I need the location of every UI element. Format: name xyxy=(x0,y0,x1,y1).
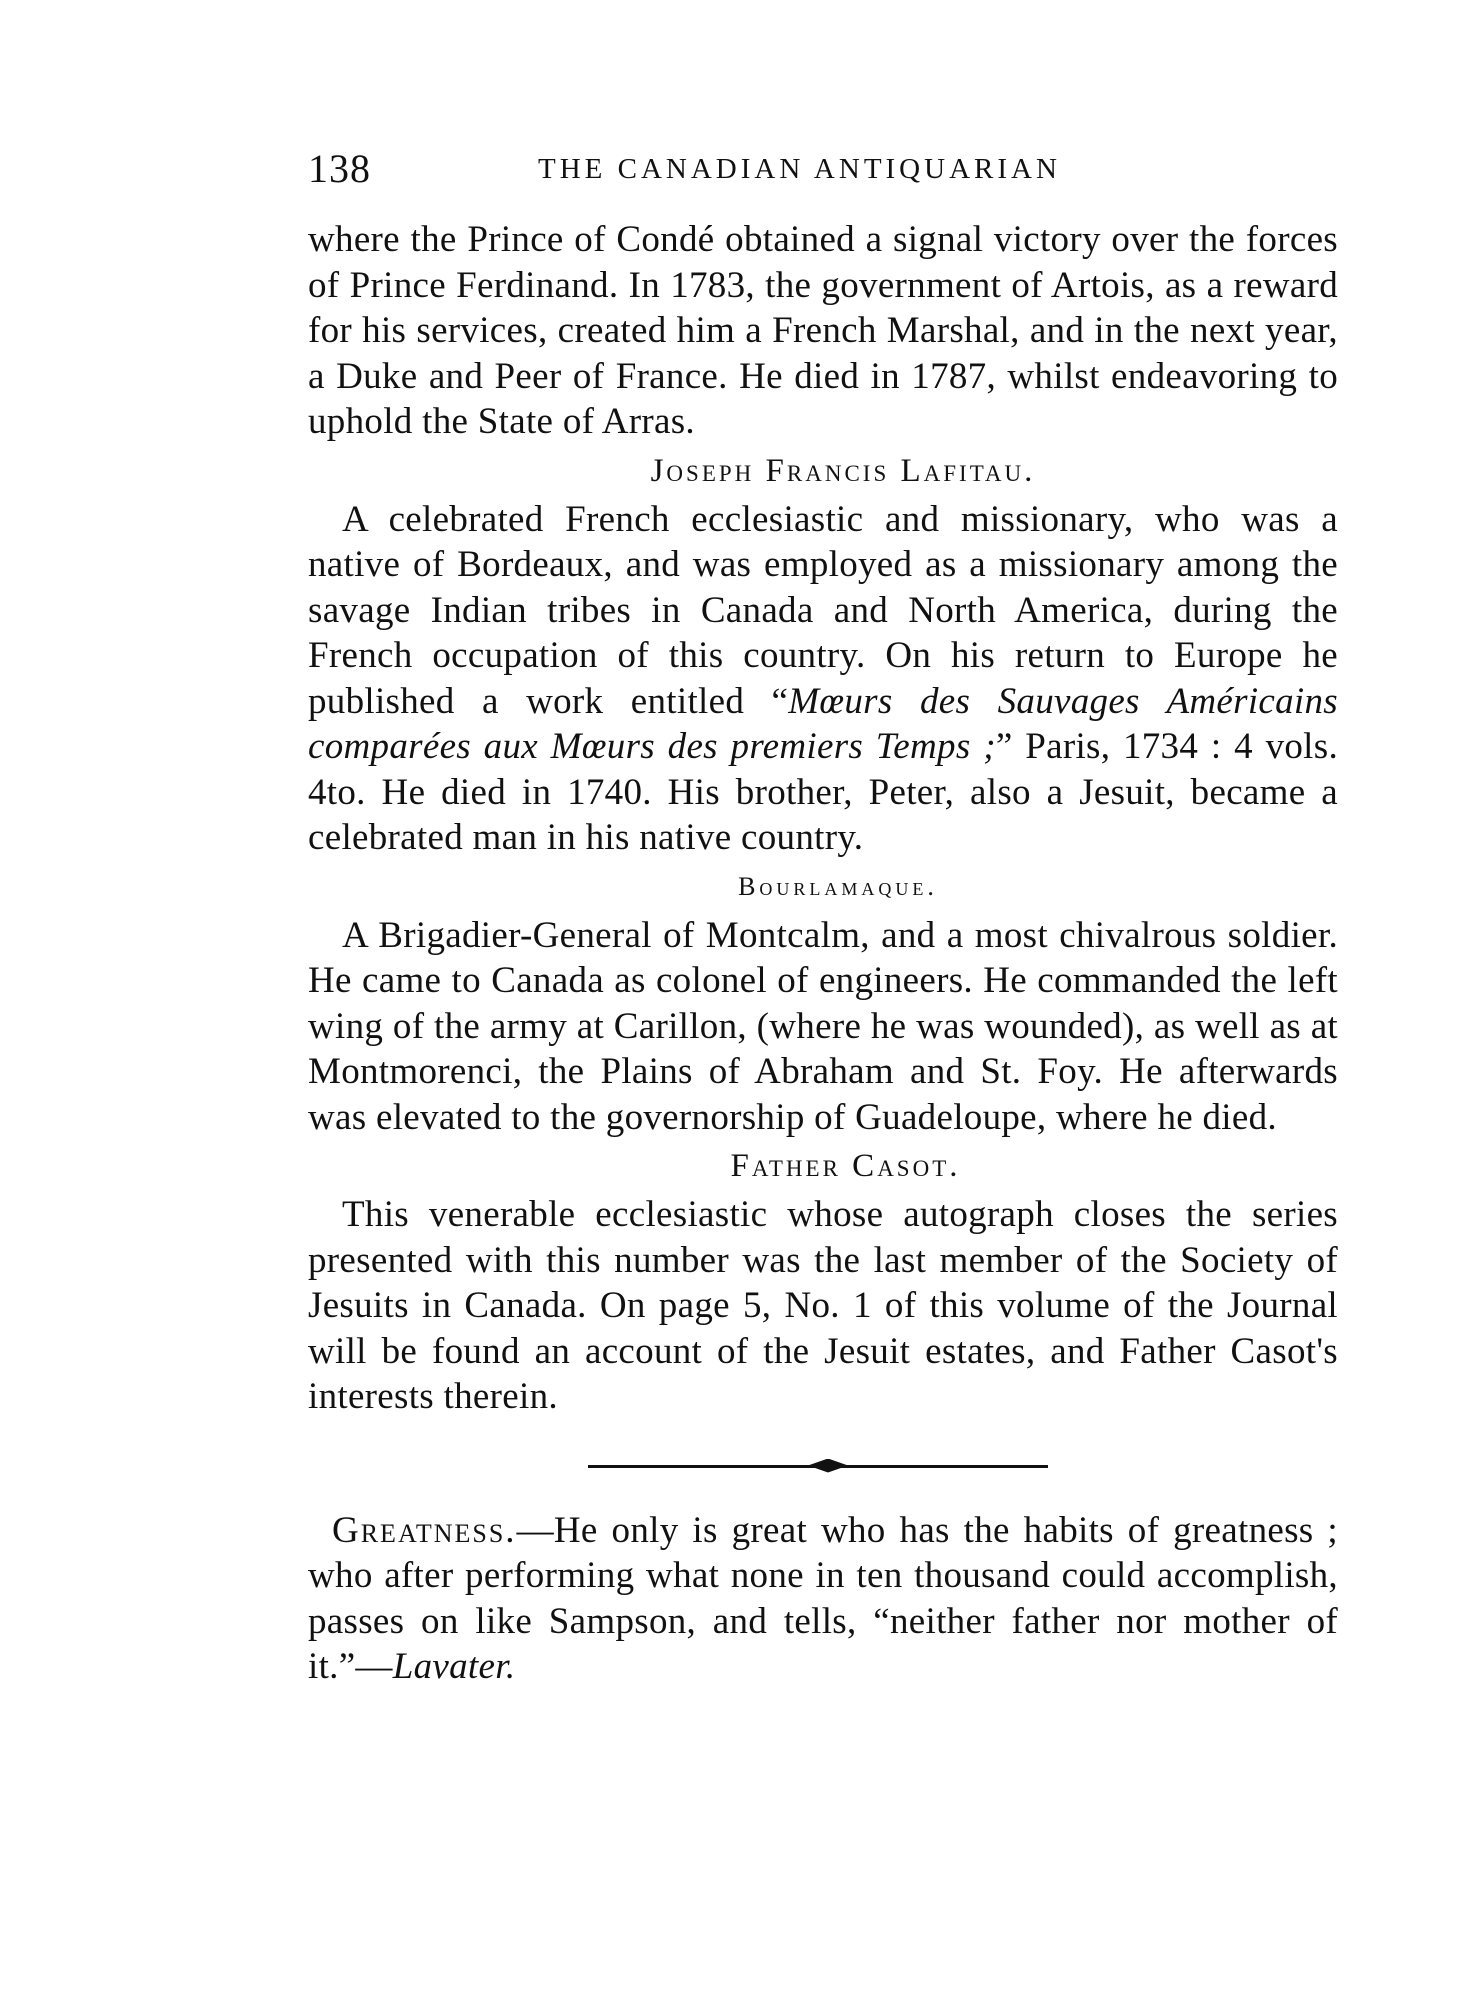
divider-ornament xyxy=(808,1459,848,1473)
lafitau-text-a: A celebrated French ecclesiastic and missionary, who was a native of Bordeaux, and was employed as a missionary among the savage Indian tribes in Canada and North America, during the French occupation of this country. On his return to Europe he published a work entitled “ xyxy=(308,498,1338,722)
greatness-label: Greatness. xyxy=(332,1509,517,1551)
section-heading-lafitau: Joseph Francis Lafitau. xyxy=(650,452,1036,489)
page-number: 138 xyxy=(308,146,371,191)
lafitau-text-b: ” Paris, 1734 : 4 vols. 4to. He died in 1740. His brother, Peter, also a Jesuit, became a celebrated man in his native country. xyxy=(308,726,1339,858)
book-title-italic: Mœurs des Sauvages Américains comparées aux Mœurs des premiers Temps ; xyxy=(308,680,1338,767)
section-heading-casot: Father Casot. xyxy=(730,1148,961,1184)
ornamental-divider xyxy=(308,1420,1338,1508)
book-page xyxy=(308,145,1338,1690)
greatness-paragraph xyxy=(308,1508,1338,1690)
section-body-bourlamaque: A Brigadier-General of Montcalm, and a most chivalrous soldier. He came to Canada as colonel of engineers. He commanded the left wing of the army at Carillon, (where he was wounded), as well as at Montmorenci, the Plains of Abraham and St. Foy. He afterwards was elevated to the governorship of Guadeloupe, where he died. xyxy=(308,914,1338,1138)
section-body-casot: This venerable ecclesiastic whose autograph closes the series presented with this number was the last member of the Society of Jesuits in Canada. On page 5, No. 1 of this volume of the Journal will be found an account of the Jesuit estates, and Father Casot's interests therein. xyxy=(308,1194,1338,1417)
greatness-text: —He only is great who has the habits of greatness ; who after performing what none in ten thousand could accomplish, passes on like Sampson, and tells, “neither father nor mother of it.”— xyxy=(308,1509,1338,1687)
continued-paragraph: where the Prince of Condé obtained a signal victory over the forces of Prince Ferdinand. In 1783, the government of Artois, as a reward for his services, created him a French Marshal, and in the next year, a Duke and Peer of France. He died in 1787, whilst endeavoring to uphold the State of Arras. xyxy=(308,219,1338,442)
section-heading-bourlamaque: Bourlamaque. xyxy=(738,871,938,901)
page-header xyxy=(308,145,1338,191)
running-title: THE CANADIAN ANTIQUARIAN xyxy=(538,153,1061,185)
attribution: Lavater. xyxy=(392,1646,516,1687)
section-body-lafitau xyxy=(308,497,1338,861)
